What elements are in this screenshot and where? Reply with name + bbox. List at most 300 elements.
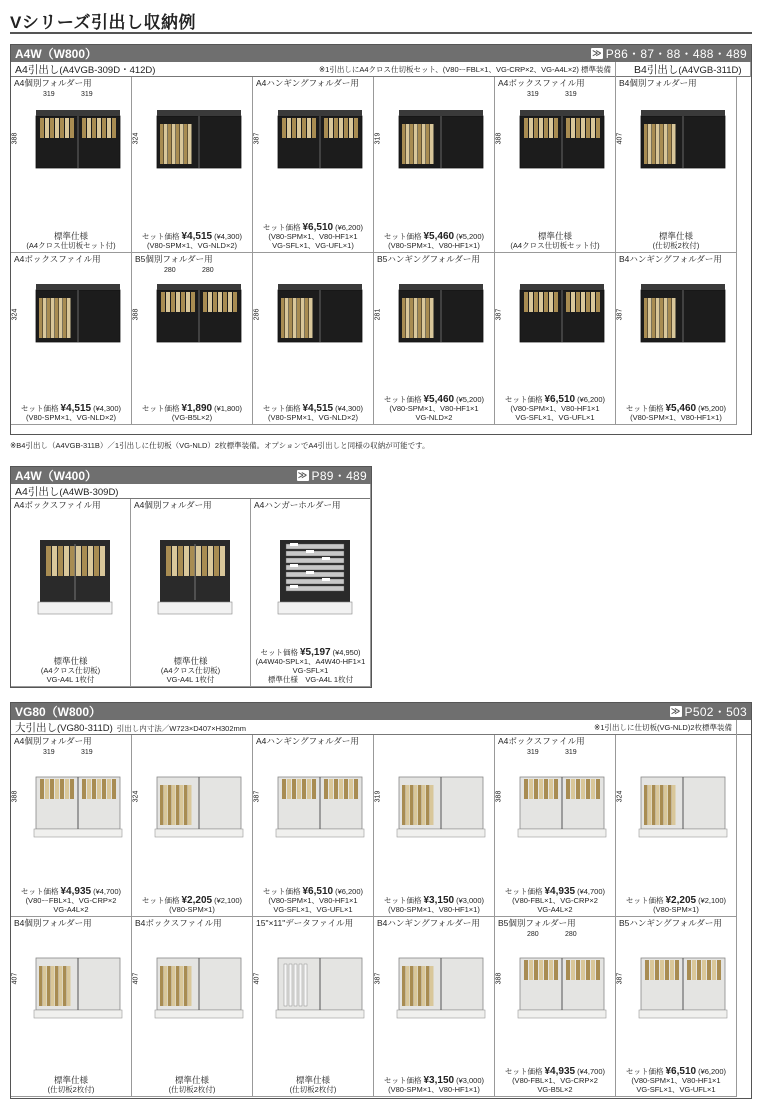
width-dimension-label: 319 — [81, 91, 93, 98]
spec-line: (A4クロス仕切板) — [40, 666, 101, 675]
spec-line: 標準仕様 VG-A4L 1枚付 — [267, 675, 354, 684]
file — [422, 966, 426, 1006]
drawer-note: ※1引出しに仕切板(VG-NLD)2枚標準装備 — [594, 723, 732, 732]
drawer-back — [278, 110, 362, 116]
width-dimension-label: 319 — [565, 749, 577, 756]
file — [307, 779, 311, 799]
height-dimension-label: 319 — [374, 790, 382, 803]
file — [58, 546, 63, 576]
drawer-illustration — [385, 938, 491, 1034]
height-dimension-label: 387 — [616, 308, 624, 321]
file — [160, 785, 164, 825]
drawer-illustration — [142, 524, 248, 620]
drawer-picture — [15, 513, 131, 631]
folder-tab — [290, 585, 298, 588]
file — [168, 124, 172, 164]
file — [524, 779, 528, 799]
spec-line: VG-SFL×1、VG-UFL×1) — [272, 241, 354, 250]
file — [554, 960, 558, 980]
price-label: セット価格 — [141, 896, 180, 905]
file — [581, 779, 585, 799]
storage-example-cell — [616, 917, 737, 1097]
file — [184, 785, 188, 825]
drawer-illustration — [627, 96, 733, 192]
file — [549, 960, 553, 980]
file — [529, 779, 533, 799]
cell-caption — [495, 232, 615, 250]
file — [406, 785, 410, 825]
price-line — [616, 1067, 736, 1076]
height-dimension-label: 407 — [132, 972, 140, 985]
file — [672, 124, 676, 164]
folder-type-label: A4個別フォルダー用 — [14, 736, 92, 746]
page-reference — [591, 45, 751, 62]
storage-example-cell — [253, 253, 374, 425]
file — [591, 960, 595, 980]
drawer-illustration — [506, 270, 612, 366]
file — [648, 124, 652, 164]
file — [591, 292, 595, 312]
section-title: A4W（W400） — [15, 469, 98, 483]
section-title: A4W（W800） — [15, 47, 98, 61]
price-line — [253, 887, 373, 896]
file — [668, 785, 672, 825]
drawer-illustration — [143, 757, 249, 853]
price-tax-excluded: (¥3,000) — [456, 1076, 485, 1085]
file — [414, 785, 418, 825]
section-header — [11, 703, 751, 720]
price-tax-excluded: (¥4,300) — [214, 232, 243, 241]
file — [297, 118, 301, 138]
price-label: セット価格 — [141, 404, 180, 413]
height-dimension-label: 324 — [616, 790, 624, 803]
height-dimension-label: 324 — [132, 132, 140, 145]
file — [571, 118, 575, 138]
file — [524, 118, 528, 138]
drawer-subheader-row — [11, 484, 371, 499]
price-tax-excluded: (¥5,200) — [456, 395, 485, 404]
drawer-illustration — [22, 524, 128, 620]
storage-example-row — [11, 77, 751, 253]
storage-example-cell — [253, 917, 374, 1097]
height-dimension-label: 388 — [495, 972, 503, 985]
section-title: VG80（W800） — [15, 705, 102, 719]
price-line — [253, 223, 373, 232]
file — [168, 966, 172, 1006]
drawer-picture — [495, 931, 616, 1041]
price-line — [495, 887, 615, 896]
file — [112, 779, 116, 799]
height-dimension-label: 407 — [616, 132, 624, 145]
price-tax-excluded: (¥6,200) — [698, 1067, 727, 1076]
file — [524, 292, 528, 312]
drawer-front — [38, 602, 112, 614]
spec-line: VG-A4L 1枚付 — [46, 675, 95, 684]
file — [107, 118, 111, 138]
cell-caption — [495, 1067, 615, 1094]
spec-line: (V80ーFBL×1、VG-CRP×2 — [25, 896, 117, 905]
price-value: ¥5,197 — [299, 647, 331, 658]
file — [544, 779, 548, 799]
price-line — [616, 896, 736, 905]
drawer-model: (A4VGB-309D・412D) — [59, 65, 156, 76]
file — [312, 118, 316, 138]
drawer-illustration — [143, 96, 249, 192]
file — [55, 298, 59, 338]
file — [430, 785, 434, 825]
drawer-front — [397, 1010, 485, 1018]
page-title: Vシリーズ引出し収納例 — [10, 13, 196, 32]
spec-line: VG-A4L 1枚付 — [166, 675, 215, 684]
file — [692, 960, 696, 980]
file — [349, 779, 353, 799]
file — [644, 785, 648, 825]
spec-line: (V80-SPM×1、VG-NLD×2) — [25, 413, 117, 422]
file — [97, 779, 101, 799]
drawer-note: ※1引出しにA4クロス仕切板セット、(V80ーFBL×1、VG-CRP×2、VG-A4L×2) 標準装備 — [318, 65, 611, 74]
file — [176, 292, 180, 312]
drawer-picture — [132, 267, 253, 369]
drawer-illustration — [264, 757, 370, 853]
file — [60, 118, 64, 138]
price-value: ¥5,460 — [665, 403, 697, 414]
spec-line: (V80-SPM×1、V80-HF1×1 — [389, 404, 479, 413]
spec-line: (V80-SPM×1、VG-NLD×2) — [267, 413, 359, 422]
file — [166, 292, 170, 312]
storage-example-cell — [616, 735, 737, 917]
file — [554, 118, 558, 138]
file — [414, 124, 418, 164]
file — [297, 779, 301, 799]
file — [208, 292, 212, 312]
file — [208, 546, 213, 576]
file — [87, 779, 91, 799]
section-vg80 — [10, 702, 752, 1099]
file — [422, 124, 426, 164]
file — [354, 779, 358, 799]
price-label: セット価格 — [625, 896, 664, 905]
double-arrow-icon: ≫ — [592, 48, 602, 58]
height-dimension-label: 281 — [374, 308, 382, 321]
drawer-interior — [280, 540, 350, 602]
price-tax-excluded: (¥4,700) — [93, 887, 122, 896]
file — [60, 779, 64, 799]
height-dimension-label: 387 — [253, 132, 261, 145]
cell-caption — [132, 232, 252, 250]
folder-type-label: A4ボックスファイル用 — [498, 736, 585, 746]
price-label: セット価格 — [625, 1067, 664, 1076]
file — [675, 960, 679, 980]
file — [59, 966, 63, 1006]
price-line — [132, 896, 252, 905]
price-line — [495, 395, 615, 404]
file — [668, 124, 672, 164]
file — [51, 966, 55, 1006]
storage-example-cell — [11, 917, 132, 1097]
price-tax-excluded: (¥4,950) — [332, 648, 361, 657]
file — [293, 298, 297, 338]
file — [180, 966, 184, 1006]
storage-example-cell — [616, 253, 737, 425]
spec-line: (A4クロス仕切板セット付) — [510, 241, 600, 250]
cell-caption — [495, 887, 615, 914]
file — [422, 785, 426, 825]
file — [51, 298, 55, 338]
drawer-picture — [616, 749, 737, 861]
file — [406, 966, 410, 1006]
file — [285, 298, 289, 338]
spec-line: (A4クロス仕切板セット付) — [26, 241, 116, 250]
price-tax-excluded: (¥5,200) — [456, 232, 485, 241]
drawer-picture — [495, 267, 616, 369]
file — [645, 960, 649, 980]
drawer-front — [518, 829, 606, 837]
file — [43, 298, 47, 338]
price-tax-excluded: (¥4,300) — [335, 404, 364, 413]
drawer-type — [15, 720, 246, 735]
cell-caption — [374, 1076, 494, 1094]
drawer-picture — [132, 931, 253, 1041]
file — [576, 118, 580, 138]
file — [82, 118, 86, 138]
file — [655, 960, 659, 980]
file — [233, 292, 237, 312]
storage-example-row — [11, 917, 751, 1097]
folder-tab — [322, 578, 330, 581]
cell-caption — [11, 657, 130, 684]
file — [55, 966, 59, 1006]
file — [102, 779, 106, 799]
drawer-illustration — [627, 757, 733, 853]
drawer-picture — [374, 91, 495, 197]
drawer-model: (VG80-311D) — [57, 723, 113, 734]
file — [586, 118, 590, 138]
cell-caption — [132, 404, 252, 422]
file — [591, 118, 595, 138]
file — [43, 966, 47, 1006]
price-value: ¥5,460 — [423, 394, 455, 405]
file — [228, 292, 232, 312]
price-label: セット価格 — [260, 648, 298, 657]
spec-line: (VG-B5L×2) — [171, 413, 213, 422]
file — [544, 292, 548, 312]
drawer-back — [157, 110, 241, 116]
file — [402, 966, 406, 1006]
file — [47, 298, 51, 338]
file — [160, 124, 164, 164]
file — [426, 785, 430, 825]
cell-caption — [253, 1076, 373, 1094]
hanger-folder — [286, 558, 344, 563]
drawer-picture — [253, 267, 374, 369]
standard-spec-label: 標準仕様 — [53, 656, 88, 666]
file — [329, 118, 333, 138]
storage-example-row — [11, 735, 751, 917]
price-label: セット価格 — [20, 887, 59, 896]
drawer-illustration — [627, 270, 733, 366]
file — [344, 118, 348, 138]
drawer-illustration — [22, 270, 128, 366]
spec-line: (仕切板2枚付) — [289, 1085, 337, 1094]
drawer-front — [639, 1010, 727, 1018]
drawer-picture — [616, 931, 737, 1041]
height-dimension-label: 388 — [11, 790, 19, 803]
file — [186, 292, 190, 312]
folder-type-label: A4ボックスファイル用 — [14, 254, 101, 264]
price-label: セット価格 — [383, 896, 422, 905]
file — [282, 118, 286, 138]
cell-caption — [495, 395, 615, 422]
drawer-picture — [253, 931, 374, 1041]
price-label: セット価格 — [383, 395, 422, 404]
file — [566, 118, 570, 138]
file — [302, 779, 306, 799]
price-label: セット価格 — [262, 404, 301, 413]
price-value: ¥4,935 — [544, 886, 576, 897]
cell-caption — [132, 1076, 252, 1094]
folder-type-label: A4ボックスファイル用 — [14, 500, 101, 510]
cell-caption — [253, 887, 373, 914]
drawer-picture — [255, 513, 371, 631]
file — [418, 785, 422, 825]
file — [67, 298, 71, 338]
storage-example-cell — [132, 735, 253, 917]
page-reference-text: P89・489 — [311, 469, 367, 483]
file — [64, 546, 69, 576]
file — [414, 966, 418, 1006]
price-line — [132, 404, 252, 413]
file — [566, 292, 570, 312]
file — [82, 779, 86, 799]
price-value: ¥4,515 — [181, 231, 213, 242]
file — [88, 546, 93, 576]
price-value: ¥4,515 — [302, 403, 334, 414]
price-value: ¥6,510 — [302, 222, 334, 233]
file — [672, 298, 676, 338]
folder-type-label: A4個別フォルダー用 — [14, 78, 92, 88]
file — [418, 298, 422, 338]
file — [576, 779, 580, 799]
section-a4w800 — [10, 44, 752, 435]
file — [410, 124, 414, 164]
drawer-illustration — [506, 757, 612, 853]
drawer-front — [34, 1010, 122, 1018]
file — [46, 546, 51, 576]
drawer-illustration — [264, 270, 370, 366]
file — [406, 124, 410, 164]
price-line — [251, 648, 370, 657]
file — [712, 960, 716, 980]
file — [402, 124, 406, 164]
file — [529, 960, 533, 980]
price-value: ¥2,205 — [665, 895, 697, 906]
folder-type-label: B4ボックスファイル用 — [135, 918, 222, 928]
file — [534, 118, 538, 138]
file — [181, 292, 185, 312]
drawer-type-label: A4引出し — [15, 486, 60, 498]
folder-tab — [306, 550, 314, 553]
page-reference — [670, 703, 751, 720]
file — [702, 960, 706, 980]
folder-type-label: A4ハンギングフォルダー用 — [256, 78, 359, 88]
drawer-back — [520, 110, 604, 116]
spec-line: VG-SFL×1 — [292, 666, 329, 675]
folder-type-label: A4ハンガーホルダー用 — [254, 500, 341, 510]
file — [281, 298, 285, 338]
spec-line: (V80-FBL×1、VG-CRP×2 — [512, 1076, 598, 1085]
price-line — [374, 395, 494, 404]
drawer-front — [518, 1010, 606, 1018]
height-dimension-label: 319 — [374, 132, 382, 145]
file — [172, 785, 176, 825]
storage-example-cell — [495, 917, 616, 1097]
price-tax-excluded: (¥4,700) — [577, 887, 606, 896]
file — [45, 779, 49, 799]
price-line — [374, 1076, 494, 1085]
file — [650, 960, 654, 980]
file — [180, 785, 184, 825]
storage-example-cell — [253, 735, 374, 917]
file — [430, 124, 434, 164]
drawer-front — [34, 829, 122, 837]
file — [586, 960, 590, 980]
drawer-picture — [374, 267, 495, 369]
price-value: ¥6,510 — [544, 394, 576, 405]
price-tax-excluded: (¥6,200) — [335, 223, 364, 232]
price-tax-excluded: (¥5,200) — [698, 404, 727, 413]
price-line — [11, 404, 131, 413]
drawer-back — [157, 284, 241, 290]
drawer-front — [155, 1010, 243, 1018]
file — [92, 779, 96, 799]
drawer-front — [276, 1010, 364, 1018]
drawer-picture — [495, 749, 616, 861]
folder-type-label: B4ハンギングフォルダー用 — [619, 254, 722, 264]
file — [297, 298, 301, 338]
price-tax-excluded: (¥1,800) — [214, 404, 243, 413]
cell-caption — [251, 648, 370, 684]
height-dimension-label: 387 — [374, 972, 382, 985]
file — [172, 966, 176, 1006]
storage-example-cell — [11, 77, 132, 253]
price-label: セット価格 — [383, 1076, 422, 1085]
storage-example-cell — [131, 499, 251, 687]
drawer-subheader-row — [11, 62, 751, 77]
standard-spec-label: 標準仕様 — [53, 231, 88, 241]
file — [529, 118, 533, 138]
file — [596, 960, 600, 980]
file — [571, 292, 575, 312]
drawer-picture — [132, 91, 253, 197]
drawer-back — [520, 284, 604, 290]
file — [426, 966, 430, 1006]
price-label: セット価格 — [383, 232, 422, 241]
spec-line: (A4クロス仕切板) — [160, 666, 221, 675]
drawer-back — [641, 110, 725, 116]
file — [576, 960, 580, 980]
height-dimension-label: 324 — [11, 308, 19, 321]
storage-example-cell — [251, 499, 371, 687]
drawer-illustration — [385, 96, 491, 192]
file — [107, 779, 111, 799]
file — [168, 785, 172, 825]
footnote-a4w800: ※B4引出し（A4VGB-311B）／1引出しに仕切板（VG-NLD）2枚標準装備。オプションでA4引出しと同様の収納が可能です。 — [10, 441, 430, 450]
file — [554, 779, 558, 799]
folder-type-label: B5ハンギングフォルダー用 — [377, 254, 480, 264]
spec-line: VG-SFL×1、VG-UFL×1 — [515, 413, 595, 422]
file — [529, 292, 533, 312]
file — [596, 292, 600, 312]
